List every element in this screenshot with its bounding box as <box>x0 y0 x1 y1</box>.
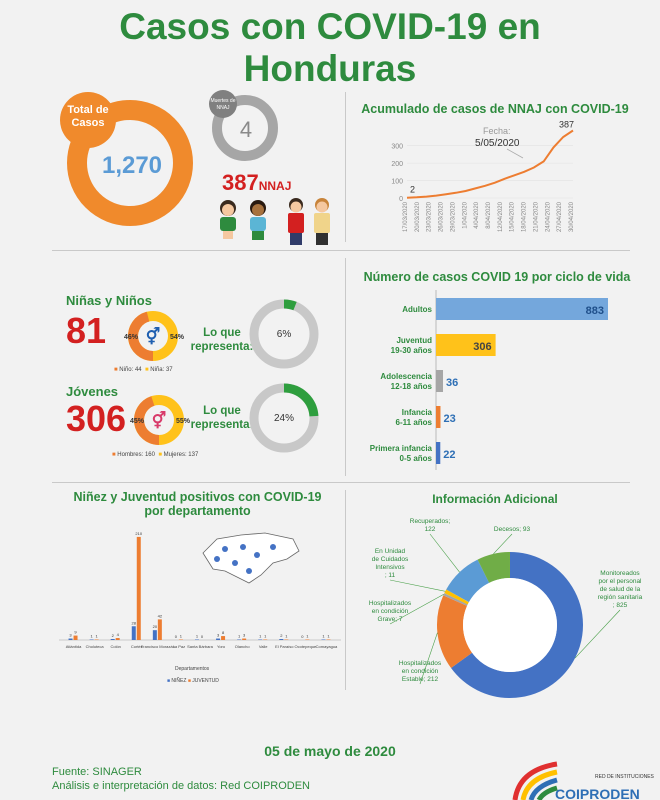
bar <box>216 639 220 640</box>
x-tick-label: 29/03/2020 <box>450 202 457 233</box>
jovenes-pct-left: 45% <box>130 418 145 425</box>
x-tick-label: 8/04/2020 <box>486 202 492 229</box>
bar-value-label: 1 <box>259 633 262 639</box>
category-label: Comayagua <box>315 644 338 649</box>
bar <box>116 638 120 640</box>
dept-xlabel: Departamentos <box>175 666 210 672</box>
divider <box>52 250 630 251</box>
slice-label: Monitoreados <box>600 570 640 577</box>
ninos-pct-left: 46% <box>124 334 139 341</box>
bar-value-label: 0 <box>174 634 178 639</box>
legend-dot-icon: ■ <box>187 678 191 684</box>
legend-dot-icon: ■ <box>167 678 171 684</box>
slice-label: región sanitaria <box>597 594 643 601</box>
jovenes-lo-line2: representa: <box>190 419 254 431</box>
bar-value-label: 3 <box>216 632 220 638</box>
share-arc <box>284 388 314 416</box>
children-illustration <box>214 196 339 246</box>
nnaj-count <box>222 170 291 196</box>
bar-value-label: 0 <box>301 634 304 639</box>
cumulative-date-label: Fecha: <box>483 126 511 136</box>
x-tick-label: 26/03/2020 <box>438 202 445 233</box>
bar <box>279 639 283 640</box>
slice-label: Intensivos <box>375 564 405 571</box>
category-label: Olancho <box>234 644 250 649</box>
slice-label: Recuperados; <box>409 518 451 525</box>
logo-caption: RED DE INSTITUCIONES <box>595 774 654 780</box>
bar-value-label: 883 <box>585 305 604 317</box>
dept-title-line1: Niñez y Juventud positivos con COVID-19 <box>73 490 322 504</box>
category-label: Cortés <box>130 644 143 649</box>
bar-value-label: 28 <box>131 620 136 626</box>
slice-label: por el personal <box>598 578 642 585</box>
donut-hole <box>463 578 557 672</box>
jovenes-lo-line1: Lo que <box>203 405 241 417</box>
slice-label: ; 11 <box>384 572 396 579</box>
category-label: Adolescencia <box>380 372 432 381</box>
x-tick-label: 15/04/2020 <box>509 202 516 233</box>
slice-label: de Cuidados <box>371 556 409 563</box>
ninos-legend <box>114 367 173 373</box>
slice-label: Decesos; 93 <box>493 526 531 533</box>
category-label: 12-18 años <box>390 382 432 391</box>
bar-value-label: 2 <box>111 633 114 639</box>
bar <box>436 442 440 464</box>
category-label: La Paz <box>172 644 186 649</box>
x-tick-label: 12/04/2020 <box>497 202 504 233</box>
category-label: Infancia <box>401 408 432 417</box>
date-pointer <box>507 149 523 158</box>
category-label: 0-5 años <box>399 454 432 463</box>
bar <box>69 639 73 640</box>
bar-value-label: 23 <box>443 413 456 425</box>
cumulative-end-label: 387 <box>559 119 575 130</box>
bar-value-label: 36 <box>446 377 459 389</box>
x-tick-label: 18/04/2020 <box>521 202 528 233</box>
bar-value-label: 4 <box>116 632 119 638</box>
jovenes-heading: Jóvenes <box>66 384 119 399</box>
bar-value-label: 1 <box>327 633 330 639</box>
leader-line <box>390 580 445 591</box>
bar <box>158 619 162 640</box>
category-label: Atlántida <box>65 644 82 649</box>
page-title-line2: Honduras <box>243 48 417 89</box>
ninos-legend-girls: Niña: 37 <box>150 367 173 373</box>
bar-value-label: 2 <box>280 633 283 639</box>
y-tick-label: 300 <box>391 143 403 151</box>
slice-label: Estable; 212 <box>401 676 439 683</box>
ninos-lo-line2: representa: <box>190 341 254 353</box>
total-value: 1,270 <box>101 152 163 179</box>
deaths-donut <box>205 88 285 168</box>
x-tick-label: 21/04/2020 <box>533 202 540 233</box>
legend-dot-icon: ■ <box>112 452 116 458</box>
dept-bar-chart <box>55 528 345 678</box>
category-label: Francisco Morazán <box>140 644 175 649</box>
divider <box>345 92 346 242</box>
slice-label: Hospitalizados <box>398 660 442 667</box>
divider <box>345 490 346 690</box>
logo-wordmark: COIPRODEN <box>555 786 640 800</box>
bar <box>111 639 115 640</box>
category-label: Primera infancia <box>369 444 432 453</box>
bar-value-label: 306 <box>473 341 492 353</box>
bar <box>436 370 443 392</box>
ninos-gender-donut <box>120 308 186 364</box>
report-date: 05 de mayo de 2020 <box>264 743 396 759</box>
jovenes-share-label: 24% <box>273 413 295 424</box>
bar <box>132 626 136 640</box>
source-text: Fuente: SINAGER <box>52 766 142 778</box>
ninos-pct-right: 54% <box>170 334 185 341</box>
slice-label: en condición <box>401 668 439 675</box>
divider <box>52 482 630 483</box>
slice-label: ; 825 <box>612 602 628 609</box>
gender-icon: ⚥ <box>145 329 161 346</box>
bar-value-label: 1 <box>306 633 309 639</box>
slice-label: en condición <box>371 608 409 615</box>
ninos-share-label: 6% <box>276 329 292 340</box>
slice-label: de salud de la <box>599 586 641 593</box>
youth-figure <box>314 198 330 245</box>
x-tick-label: 1/04/2020 <box>462 202 469 229</box>
bar <box>242 639 246 640</box>
category-label: Colón <box>110 644 121 649</box>
dept-legend-a: NIÑEZ <box>171 678 187 684</box>
jovenes-share-donut <box>246 380 322 456</box>
deaths-label-bubble <box>209 90 237 118</box>
nnaj-value: 387 <box>222 170 259 195</box>
bar-value-label: 1 <box>195 633 199 639</box>
ninos-lo-line1: Lo que <box>203 327 241 339</box>
category-label: Valle <box>258 644 268 649</box>
bar-value-label: 22 <box>443 449 456 461</box>
ninos-count: 81 <box>66 310 107 351</box>
y-tick-label: 200 <box>391 161 403 169</box>
cumulative-date-value: 5/05/2020 <box>475 138 520 149</box>
y-tick-label: 100 <box>391 178 403 186</box>
child-figure <box>250 200 266 240</box>
dept-legend-b: JUVENTUD <box>192 678 219 684</box>
gender-icon: ⚥ <box>151 413 167 430</box>
life-cycle-title: Número de casos COVID 19 por ciclo de vida <box>363 270 631 284</box>
bar-value-label: 1 <box>322 633 325 639</box>
bar-value-label: 1 <box>264 633 267 639</box>
category-label: Yoro <box>217 644 226 649</box>
x-tick-label: 17/03/2020 <box>403 202 409 233</box>
dept-legend-entries <box>167 678 219 684</box>
page-title-line1: Casos con COVID-19 en <box>119 6 541 47</box>
slice-label: En Unidad <box>374 548 406 555</box>
category-label: Choluteca <box>85 644 104 649</box>
slice-label: 122 <box>424 526 436 533</box>
coiproden-logo <box>505 752 660 800</box>
dept-title-line2: por departamento <box>144 504 251 518</box>
cumulative-start-label: 2 <box>410 184 416 195</box>
jovenes-legend <box>112 452 198 458</box>
deaths-label-line2: NNAJ <box>216 105 230 111</box>
additional-info-donut <box>350 505 655 715</box>
ninos-heading: Niñas y Niños <box>66 293 152 308</box>
x-tick-label: 4/04/2020 <box>474 202 481 229</box>
bar <box>137 537 141 640</box>
slice-label: Hospitalizados <box>368 600 412 607</box>
category-label: 6-11 años <box>395 418 432 427</box>
jovenes-lo-que <box>190 404 254 432</box>
bar-value-label: 210 <box>135 530 143 536</box>
bar-value-label: 1 <box>179 633 183 639</box>
x-tick-label: 24/04/2020 <box>545 202 552 233</box>
jovenes-legend-boys: Hombres: 160 <box>117 452 155 458</box>
category-label: Ocotepeque <box>294 644 317 649</box>
total-cases-donut <box>60 88 200 238</box>
bar-value-label: 1 <box>285 633 288 639</box>
legend-dot-icon: ■ <box>145 367 149 373</box>
category-label: Adultos <box>402 305 432 314</box>
bar <box>74 636 78 640</box>
x-tick-label: 20/03/2020 <box>414 202 421 233</box>
category-label: Santa Bárbara <box>187 644 213 649</box>
jovenes-legend-girls: Mujeres: 137 <box>163 452 199 458</box>
slice <box>483 565 510 571</box>
youth-figure <box>288 198 304 245</box>
leader-line <box>493 534 512 554</box>
divider <box>345 258 346 476</box>
bar-value-label: 1 <box>90 633 93 639</box>
bar-value-label: 9 <box>74 629 77 635</box>
jovenes-count: 306 <box>66 398 127 439</box>
category-label: Juventud <box>396 336 432 345</box>
ninos-share-donut <box>246 296 322 372</box>
bar-value-label: 3 <box>243 632 246 638</box>
nnaj-suffix: NNAJ <box>258 179 292 193</box>
ninos-lo-que <box>190 326 254 354</box>
life-cycle-bar-chart <box>350 290 625 475</box>
total-label-line2: Casos <box>71 117 105 129</box>
total-label-line1: Total de <box>67 104 109 116</box>
category-label: 19-30 años <box>390 346 432 355</box>
cumulative-title: Acumulado de casos de NNAJ con COVID-19 <box>361 102 629 116</box>
bar-value-label: 1 <box>238 633 241 639</box>
slice <box>450 601 462 661</box>
bar-value-label: 1 <box>95 633 98 639</box>
slice <box>456 596 458 599</box>
legend-dot-icon: ■ <box>158 452 162 458</box>
jovenes-pct-right: 55% <box>176 418 191 425</box>
slice <box>455 599 456 601</box>
share-arc <box>284 304 295 306</box>
child-figure <box>220 200 236 239</box>
bar-value-label: 3 <box>69 632 72 638</box>
bar <box>436 406 440 428</box>
bar-value-label: 20 <box>152 624 158 630</box>
bar-value-label: 8 <box>221 630 225 636</box>
legend-dot-icon: ■ <box>114 367 118 373</box>
cumulative-line-chart <box>355 118 635 246</box>
deaths-label-line1: Muertes de <box>210 98 236 104</box>
bar <box>436 298 608 320</box>
analysis-text: Análisis e interpretación de datos: Red COIPRODEN <box>52 780 311 792</box>
dept-title <box>55 490 340 518</box>
jovenes-gender-donut <box>126 392 192 448</box>
bar <box>153 630 157 640</box>
x-tick-label: 30/04/2020 <box>569 202 575 233</box>
ninos-legend-boys: Niño: 44 <box>119 367 142 373</box>
bar-value-label: 0 <box>200 634 204 639</box>
adicional-title: Información Adicional <box>432 492 558 506</box>
slice-label: Grave; 7 <box>377 616 403 623</box>
deaths-value: 4 <box>239 117 253 142</box>
x-tick-label: 23/03/2020 <box>426 202 433 233</box>
bar-value-label: 42 <box>157 613 163 619</box>
bar <box>221 636 225 640</box>
leader-line <box>430 534 460 572</box>
x-tick-label: 27/04/2020 <box>557 202 564 233</box>
category-label: El Paraíso <box>275 644 294 649</box>
y-tick-label: 0 <box>399 196 403 203</box>
